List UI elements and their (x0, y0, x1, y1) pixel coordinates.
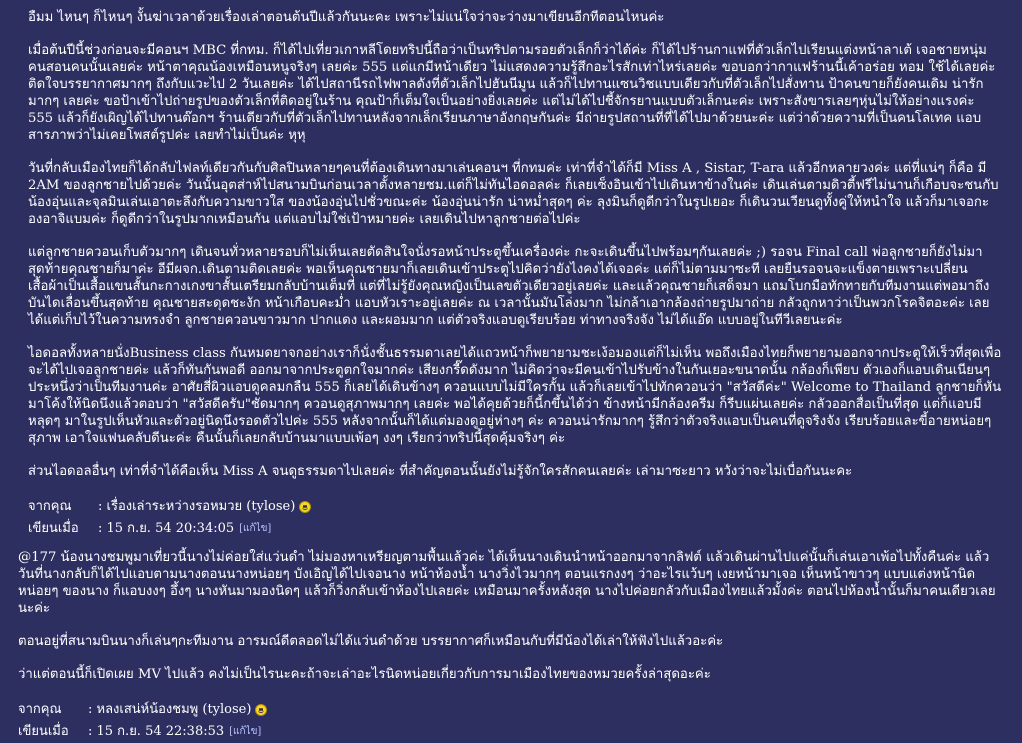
post-2-author-row (18, 699, 1003, 721)
date-label: เขียนเมื่อ (18, 724, 69, 739)
author-name: : เรื่องเล่าระหว่างรอหมวย (tylose) (98, 499, 296, 514)
post-2-paragraph-2: ตอนอยู่ที่สนามบินนางก็เล่นๆกะทีมงาน อารมณ์ดีตลอดไม่ได้แว่นดำด้วย บรรยากาศก็เหมือนกับที่มีน้องได้เล่าให้ฟังไปแล้วอะค่ะ (18, 634, 724, 649)
post-2-meta (18, 699, 1003, 743)
post-1-paragraph-6: ส่วนไอดอลอื่นๆ เท่าที่จำได้คือเห็น Miss A จนดูธรรมดาไปเลยค่ะ ที่สำคัญตอนนั้นยังไม่รู้จักใครสักคนเลยค่ะ เล่ามาซะยาว หวังว่าจะไม่เบื่อกันนะคะ (28, 464, 853, 479)
edit-link[interactable]: [แก้ไข] (229, 726, 262, 737)
post-1-paragraph-3: วันที่กลับเมืองไทยก็ได้กลับไฟลท์เดียวกันกับศิลปินหลายๆคนที่ต้องเดินทางมาเล่นคอนฯ ที่กทมค่ะ เท่าที่จำได้ก็มี Miss A , Sistar, T-ara แล้วอีกหลายวงค่ะ แต่ที่แน่ๆ ก็คือ มี 2AM ของลูกชายไปด้วยค่ะ วันนั้นอุตส่าห์ไปสนามบินก่อนเวลาตั้งหลายชม.แต่ก็ไม่ทันไอดอลค่ะ ก็เลยเซ็งอินเข้าไปเดินหาข้างในค่ะ เดินเล่นตามดิวตี้ฟรีไม่นานก็เกือบจะชนกับน้องอุ่นและจุลมินเล่นเอาตะลึงกับความขาวใส ของน้องอุ่นไปชั่วขณะค่ะ น้องอุ่นน่ารัก น่าหม่ำสุดๆ ค่ะ ลุงมินก็ดูดีกว่าในรูปเยอะ ก็เดินวนเวียนดูทั้งคู่ให้หนำใจ แล้วก็มาเจอกะ องอาจิแบมค่ะ ก็ดูดีกว่าในรูปมากเหมือนกัน แต่แอบไม่ใช่เป้าหมายค่ะ เลยเดินไปหาลูกชายต่อไปค่ะ (28, 161, 999, 227)
date-label: เขียนเมื่อ (28, 521, 79, 536)
post-2-date-row (18, 721, 1003, 743)
post-1-paragraph-2: เมื่อต้นปีนี้ช่วงก่อนจะมีคอนฯ MBC ที่กทม. ก็ได้ไปเที่ยวเกาหลีโดยทริปนี้ถือว่าเป็นทริปตามรอยตัวเล็กก็ว่าได้ค่ะ ก็ได้ไปร้านกาแฟที่ตัวเล็กไปเรียนแต่งหน้าลาเต้ เจอชายหนุ่มคนสอนคนนั้นเลยค่ะ หน้าตาคุณน้องเหมือนหนูจริงๆ เลยค่ะ 555 แต่แกมีหน้าเดียว ไม่แสดงความรู้สึกอะไรสักเท่าไหร่เลยค่ะ ขอบอกว่ากาแฟร้านนี้เค้าอร่อย หอม ใช้ได้เลยค่ะ ติดใจบรรยากาศมากๆ ถึงกับแวะไป 2 วันเลยค่ะ ได้ไปสถานีรถไฟพาลดังที่ตัวเล็กไปฮันนีมูน แล้วก็ไปทานแซนวิชแบบเดียวกับที่ตัวเล็กไปสั่งทาน ป้าคนขายก็ยังคนเดิม น่ารักมากๆ เลยค่ะ ขอป้าเข้าไปถ่ายรูปของตัวเล็กที่ติดอยู่ในร้าน คุณป้าก็เต็มใจเป็นอย่างยิ่งเลยค่ะ แต่ไม่ได้ไปชี้จักรยานแบบตัวเล็กนะค่ะ เพราะสังขารเลยๆหุ่นไม่ให้อย่างแรงค่ะ 555 แล้วก็ยังเผิญได้ไปทานต๊อกฯ ร้านเดียวกับที่ตัวเล็กไปทานหลังจากเล็กเรียนภาษาอังกฤษกันค่ะ มีถ่ายรูปสถานที่ที่ได้ไปมาด้วยนะค่ะ แต่ว่าด้วยความที่เป็นคนโลเทค แอบสารภาพว่าไม่เคยโพสต์รูปค่ะ เลยทำไม่เป็นค่ะ หุหุ (28, 43, 996, 143)
post-1-paragraph-4: แต่ลูกชายควอนเก็บตัวมากๆ เดินจนทั่วหลายรอบก็ไม่เห็นเลยตัดสินใจนั่งรอหน้าประตูขึ้นเครื่องค่ะ กะจะเดินขึ้นไปพร้อมๆกันเลยค่ะ ;) รอจน Final call พ่อลูกชายก็ยังไม่มา สุดท้ายคุณชายก็มาค่ะ อีมีผจก.เดินตามติดเลยค่ะ พอเห็นคุณชายมาก็เลยเดินเข้าประตูไปคิดว่ายังไงคงได้เจอค่ะ แต่ก็ไม่ตามมาซะที เลยยืนรอจนจะแข็งตายเพราะเปลี่ยนเสื้อผ้าเป็นเสื้อแขนสั้นกะกางเกงขาสั้นเตรียมกลับบ้านเต็มที่ แต่ที่ไม่รู้ยังคุณหญิงเป็นเลขตัวเดียวอยู่เลยค่ะ และแล้วคุณชายก็เสด็จมา แถมโบกมือทักทายกับทีมงานแต่พอมาถึงบันไดเลื่อนขึ้นสุดท้าย คุณชายสะดุดชะงัก หน้าเกือบคะม่ำ แอบหัวเราะอยู่เลยค่ะ ณ เวลานั้นมันโล่งมาก ไม่กล้าเอากล้องถ่ายรูปมาถ่าย กลัวถูกหาว่าเป็นพวกโรคจิตอะค่ะ เลยได้แต่เก็บไว้ในความทรงจำ ลูกชายควอนขาวมาก ปากแดง และผอมมาก แต่ตัวจริงแอบดูเรียบร้อย ท่าทางจริงจัง ไม่ได้แอ๊ด แบบอยู่ในทีวีเลยนะค่ะ (28, 245, 990, 328)
post-2-paragraph-3: ว่าแต่ตอนนี้ก็เปิดเผย MV ไปแล้ว คงไม่เป็นไรนะคะถ้าจะเล่าอะไรนิดหน่อยเกี่ยวกับการมาเมืองไทยของหมวยครั้งล่าสุดอะค่ะ (18, 667, 711, 682)
post-1-date-row (28, 518, 1003, 540)
post-date: : 15 ก.ย. 54 20:34:05 (98, 521, 235, 536)
author-label: จากคุณ (28, 499, 72, 514)
post-1-meta (28, 496, 1003, 540)
post-2-paragraph-1: @177 น้องนางชมพูมาเที่ยวนี้นางไม่ค่อยใส่แว่นดำ ไม่มองหาเหรียญตามพื้นแล้วค่ะ ได้เห็นนางเดินนำหน้าออกมาจากลิฟต์ แล้วเดินผ่านไปแค่นั้นก็เล่นเอาเพ้อไปทั้งคืนค่ะ แล้ววันที่นางกลับก็ได้ไปแอบตามนางตอนนางหน่อยๆ บังเอิญได้ไปเจอนาง หน้าห้องน้ำ นางวิ่งไวมากๆ ตอนแรกงงๆ ว่าอะไรแว้บๆ เงยหน้ามาเจอ เห็นหน้าขาวๆ แบบแต่งหน้านิดหน่อยๆ ของนาง ก็แอบงงๆ อึ้งๆ นางหันมามองนิดๆ แล้วก็วิ่งกลับเข้าห้องไปเลยค่ะ เหมือนมาครั้งหลังสุด นางไปค่อยกลัวกับเมืองไทยแล้วมั้งค่ะ ตอนไปห้องน้ำนั้นก็มาคนเดียวเลยนะค่ะ (18, 550, 996, 616)
post-2 (18, 549, 1003, 743)
edit-link[interactable]: [แก้ไข] (239, 523, 272, 534)
post-1-paragraph-5: ไอดอลทั้งหลายนั่งBusiness class กันหมดยาจกอย่างเราก็นั่งชั้นธรรมดาเลยได้แถวหน้าก็พยายามชะเง้อมองแต่ก็ไม่เห็น พอถึงเมืองไทยก็พยายามออกจากประตูให้เร็วที่สุดเพื่อจะได้ไปเจอลูกชายค่ะ แล้วก็ทันกันพอดี ออกมาจากประตูตกใจมากค่ะ เสียงกรี๊ดดังมาก ไม่คิดว่าจะมีคนเข้าไปรับข้างในกันเยอะขนาดนั้น กล้องก็เพียบ ตัวเองก็แอบเดินเนียนๆ ประหนึ่งว่าเป็นทีมงานค่ะ อาศัยสี่ผิวแอบดูคลมกลืน 555 ก็เลยได้เดินข้างๆ ควอนแบบไม่มีใครกั้น แล้วก็เลยเข้าไปทักควอนว่า "สวัสดีค่ะ" Welcome to Thailand ลูกชายก็หันมาโค้งให้นิดนึงแล้วตอบว่า "สวัสดีครับ"ชัดมากๆ ควอนดูสุภาพมากๆ เลยค่ะ พอได้คุยด้วยก็นี้กขึ้นได้ว่า ข้างหน้ามีกล้องครีม ก็รีบแผ่นเลยค่ะ กลัวออกสื่อเป็นที่สุด แต่ก็แอบมีหลุดๆ มาในรูปเห็นหัวและตัวอยู่นิดนึงรอดตัวไปค่ะ 555 หลังจากนั้นก็ได้แต่มองดูอยู่ห่างๆ ค่ะ ควอนน่ารักมากๆ รู้สึกว่าตัวจริงแอบเป็นคนที่ดูจริงจัง เรียบร้อยและขี้อายหน่อยๆ สุภาพ เอาใจแฟนคลับดีนะค่ะ คืนนั้นก็เลยกลับบ้านมาแบบเพ้อๆ งงๆ เรียกว่าทริปนี้สุดคุ้มจริงๆ ค่ะ (28, 346, 1002, 446)
smiley-icon (255, 704, 267, 716)
smiley-icon (299, 501, 311, 513)
post-1 (28, 9, 1003, 540)
post-1-paragraph-1: อืมม ไหนๆ ก็ไหนๆ งั้นฆ่าเวลาด้วยเรื่องเล่าตอนต้นปีแล้วกันนะคะ เพราะไม่แน่ใจว่าจะว่างมาเขียนอีกทีตอนไหนค่ะ (28, 10, 665, 25)
post-date: : 15 ก.ย. 54 22:38:53 (88, 724, 225, 739)
author-label: จากคุณ (18, 702, 62, 717)
author-name: : หลงเสน่ห์น้องชมพู (tylose) (88, 702, 252, 717)
post-1-author-row (28, 496, 1003, 518)
